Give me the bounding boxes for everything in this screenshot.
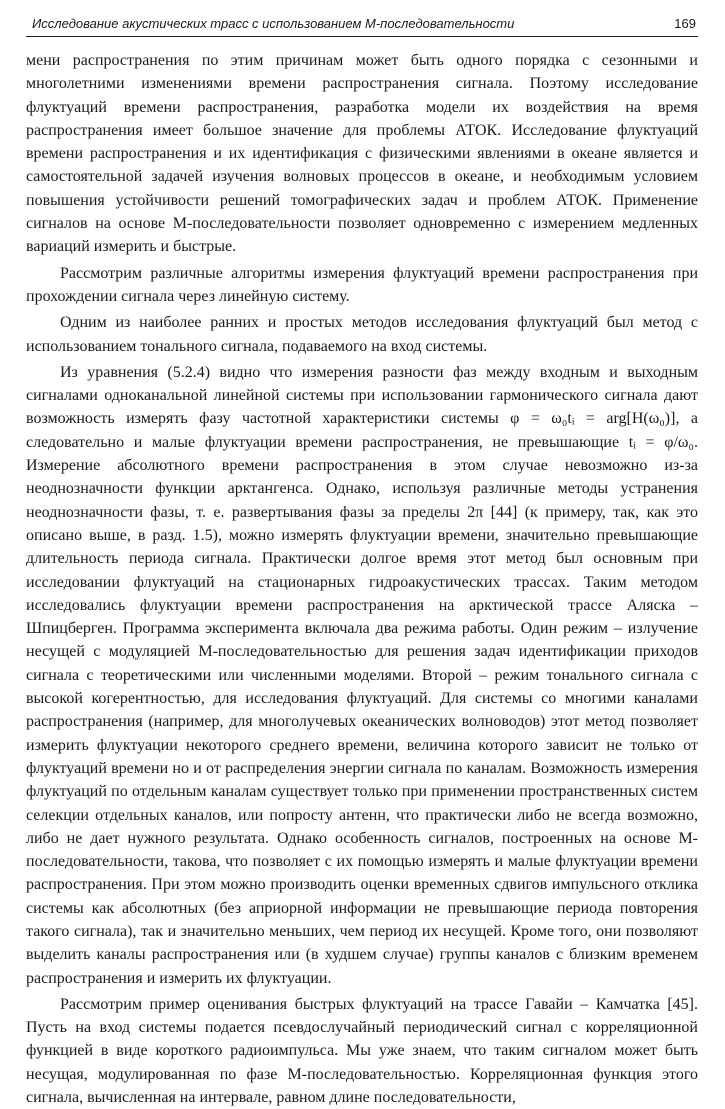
body-text <box>26 49 698 1109</box>
paragraph: Из уравнения (5.2.4) видно что измерения разности фаз между входным и выходным сигналами одноканальной линейной системы при использовании гармонического сигнала дают возможность измерять фазу частотной характеристики системы φ = ω₀tᵢ = arg[H(ω₀)], а следовательно и малые флуктуации времени распространения, не превышающие tᵢ = φ/ω₀. Измерение абсолютного времени распространения в этом случае невозможно из-за неоднозначности функции арктангенса. Однако, используя различные методы устранения неоднозначности фазы, т. е. развертывания фазы за пределы 2π [44] (к примеру, так, как это описано выше, в разд. 1.5), можно измерять флуктуации времени, значительно превышающие длительность периода сигнала. Практически долгое время этот метод был основным при исследовании флуктуаций на стационарных гидроакустических трассах. Таким методом исследовались флуктуации времени распространения на арктической трассе Аляска – Шпицберген. Программа эксперимента включала два режима работы. Один режим – излучение несущей с модуляцией М-последовательностью для решения задач идентификации приходов сигнала с теоретическими или численными моделями. Второй – режим тонального сигнала с высокой когерентностью, для исследования флуктуаций. Для системы со многими каналами распространения (например, для многолучевых океанических волноводов) этот метод позволяет измерить флуктуации некоторого среднего времени, величина которого зависит не только от флуктуаций времени но и от распределения энергии сигнала по каналам. Возможность измерения флуктуаций по отдельным каналам существует только при применении пространственных систем селекции отдельных каналов, или попросту антенн, что практически либо не всегда возможно, либо не дает нужного результата. Однако особенность сигналов, построенных на основе М-последовательности, такова, что позволяет с их помощью измерять и малые флуктуации времени распространения. При этом можно производить оценки временных сдвигов импульсного отклика системы как абсолютных (без априорной информации не превышающие периода повторения такого сигнала), так и значительно меньших, чем период их несущей. Кроме того, они позволяют выделить каналы распространения или (в худшем случае) группы каналов с близким временем распространения и измерить их флуктуации. <box>26 363 698 987</box>
paragraph: Рассмотрим различные алгоритмы измерения флуктуаций времени распространения при прохождении сигнала через линейную систему. <box>26 264 698 305</box>
running-title: Исследование акустических трасс с использованием М-последовательности <box>32 16 515 31</box>
paragraph: Одним из наиболее ранних и простых методов исследования флуктуаций был метод с использованием тонального сигнала, подаваемого на вход системы. <box>26 314 698 355</box>
book-page <box>26 14 698 1107</box>
paragraph: Рассмотрим пример оценивания быстрых флуктуаций на трассе Гавайи – Камчатка [45]. Пусть на вход системы подается псевдослучайный периодический сигнал с корреляционной функцией в виде короткого радиоимпульса. Мы уже знаем, что таким сигналом может быть несущая, модулированная по фазе М-последовательностью. Корреляционная функция этого сигнала, вычисленная на интервале, равном длине последовательности, <box>26 995 698 1107</box>
running-head <box>26 14 698 37</box>
page-number: 169 <box>674 16 696 31</box>
paragraph-continuation: мени распространения по этим причинам может быть одного порядка с сезонными и многолетними изменениями времени распространения сигнала. Поэтому исследование флуктуаций времени распространения, разработка модели их воздействия на время распространения имеет большое значение для проблемы АТОК. Исследование флуктуаций времени распространения и их идентификация с физическими явлениями в океане является и самостоятельной задачей изучения волновых процессов в океане, и необходимым условием повышения устойчивости решений томографических задач и проблем АТОК. Применение сигналов на основе М-последовательности позволяет одновременно с измерением медленных вариаций измерить и быстрые. <box>26 52 698 256</box>
